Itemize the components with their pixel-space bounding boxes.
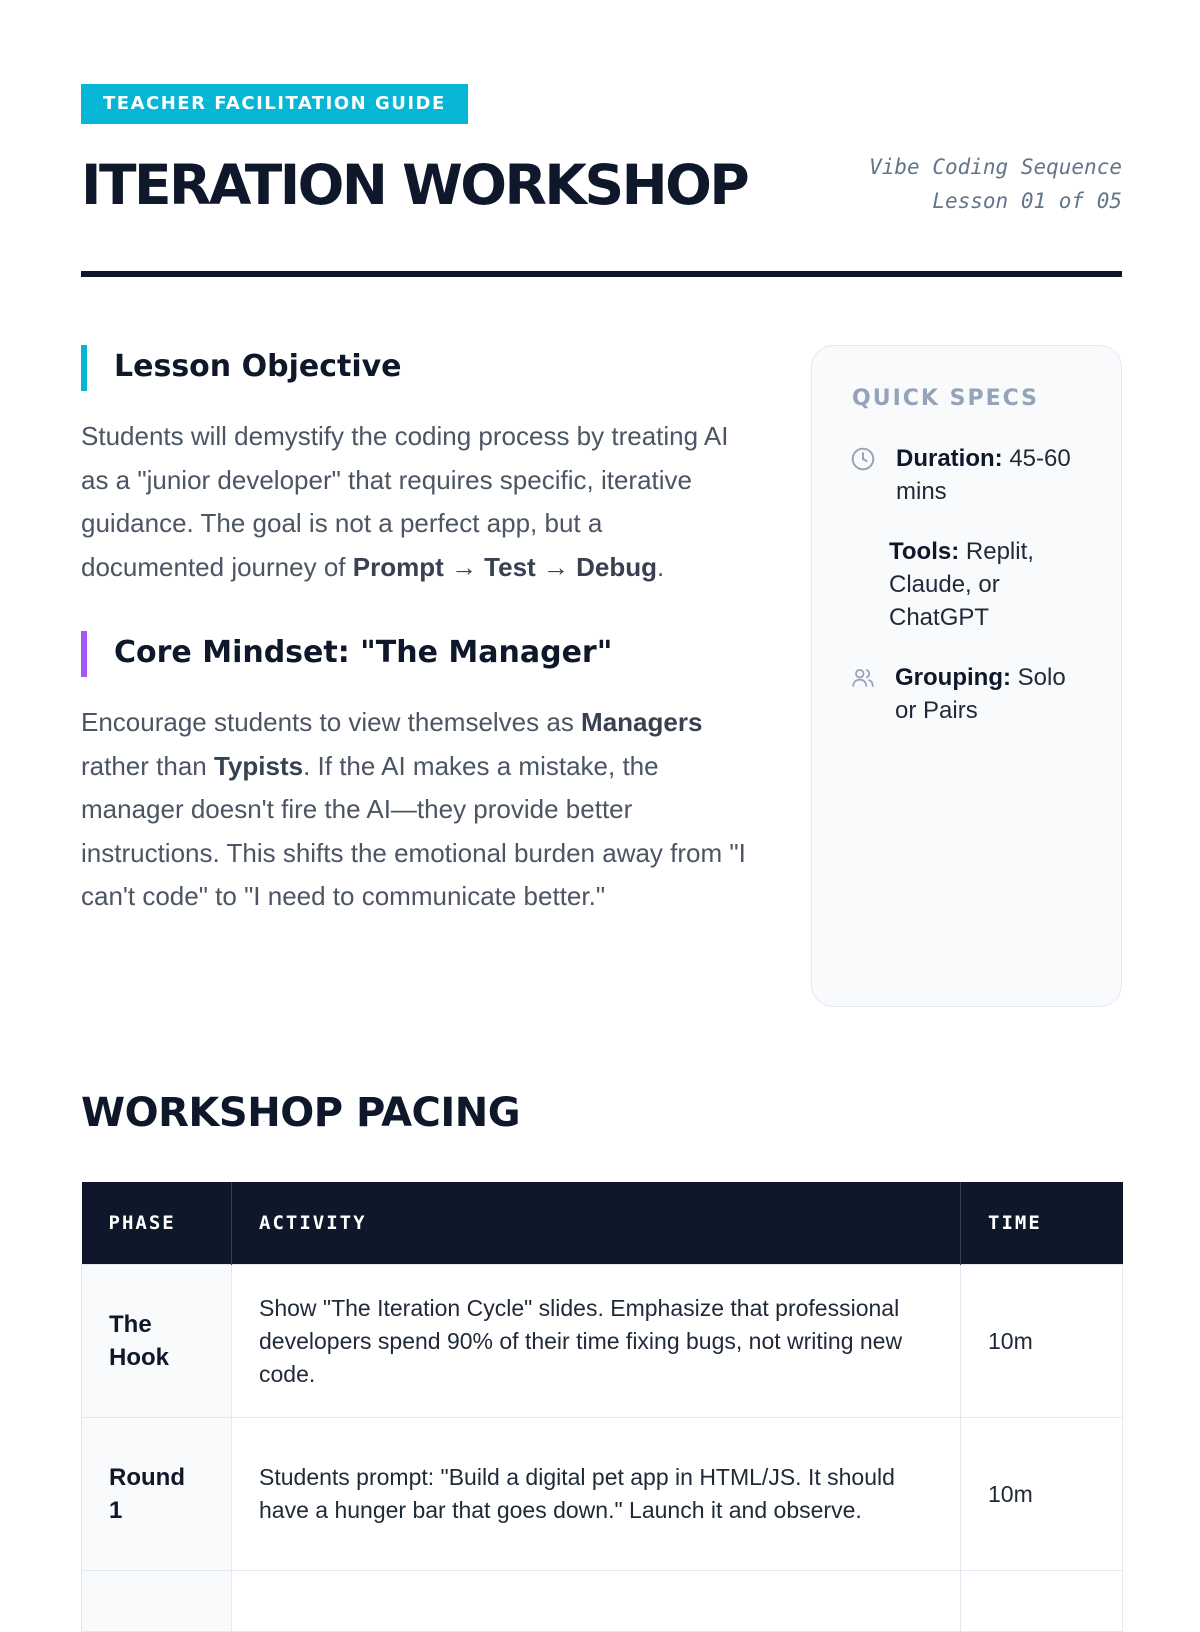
spec-grouping	[852, 661, 1081, 727]
sequence-name: Vibe Coding Sequence	[869, 155, 1122, 179]
clock-icon	[850, 446, 876, 472]
objective-cycle: Prompt → Test → Debug	[352, 551, 658, 582]
mindset-text	[81, 701, 751, 919]
time-cell: 10m	[961, 1418, 1123, 1571]
pacing-title: WORKSHOP PACING	[81, 1090, 521, 1136]
mindset-heading: Core Mindset: "The Manager"	[114, 635, 613, 670]
spec-grouping-value: Solo or Pairs	[895, 664, 1066, 724]
mindset-heading-row	[81, 629, 751, 677]
spec-tools	[852, 535, 1081, 634]
table-row	[82, 1265, 1123, 1418]
objective-text-end: .	[657, 551, 665, 582]
activity-cell: Students prompt: "Build a digital pet app in HTML/JS. It should have a hunger bar that goes down." Launch it and observe.	[232, 1418, 961, 1571]
quick-specs-title: QUICK SPECS	[852, 386, 1039, 411]
objective-text	[81, 415, 751, 589]
spec-tools-value: Replit, Claude, or ChatGPT	[889, 538, 1034, 631]
header-divider	[81, 271, 1122, 277]
mindset-text-part: rather than	[81, 750, 214, 781]
time-cell: 10m	[961, 1265, 1123, 1418]
lesson-content	[81, 343, 751, 919]
time-cell	[961, 1571, 1123, 1632]
lesson-number: Lesson 01 of 05	[932, 189, 1122, 213]
objective-accent-bar	[81, 345, 87, 391]
pacing-header-row	[82, 1182, 1123, 1265]
column-header-time: TIME	[961, 1182, 1123, 1265]
mindset-accent-bar	[81, 631, 87, 677]
phase-cell: The Hook	[82, 1265, 232, 1418]
objective-heading: Lesson Objective	[114, 349, 402, 384]
table-row	[82, 1418, 1123, 1571]
guide-tag: TEACHER FACILITATION GUIDE	[81, 84, 468, 124]
column-header-phase: PHASE	[82, 1182, 232, 1265]
phase-cell	[82, 1571, 232, 1632]
mindset-managers: Managers	[581, 707, 703, 737]
spec-duration	[852, 442, 1081, 508]
users-icon	[850, 665, 876, 691]
page-title: ITERATION WORKSHOP	[81, 153, 748, 217]
activity-cell: Show "The Iteration Cycle" slides. Emphasize that professional developers spend 90% of their time fixing bugs, not writing new code.	[232, 1265, 961, 1418]
objective-heading-row	[81, 343, 751, 391]
mindset-text-part: Encourage students to view themselves as	[81, 707, 582, 737]
table-row-partial	[82, 1571, 1123, 1632]
spec-duration-label: Duration:	[896, 445, 1003, 472]
spec-grouping-label: Grouping:	[895, 664, 1011, 691]
mindset-text-part: . If the AI makes a mistake, the manager doesn't fire the AI—they provide better instructions. This shifts the emotional burden away from "I can't code" to "I need to communicate better."	[81, 750, 746, 911]
lesson-meta	[869, 150, 1122, 218]
column-header-activity: ACTIVITY	[232, 1182, 961, 1265]
spec-tools-label: Tools:	[889, 538, 960, 565]
phase-cell: Round 1	[82, 1418, 232, 1571]
spec-duration-value: 45-60 mins	[896, 445, 1071, 505]
mindset-typists: Typists	[213, 750, 304, 781]
quick-specs-card	[811, 345, 1122, 1007]
objective-text-part: Students will demystify the coding process by treating AI as a "junior developer" that requires specific, iterative guidance. The goal is not a perfect app, but a documented journey of	[81, 421, 729, 582]
pacing-table	[81, 1182, 1123, 1632]
activity-cell	[232, 1571, 961, 1632]
